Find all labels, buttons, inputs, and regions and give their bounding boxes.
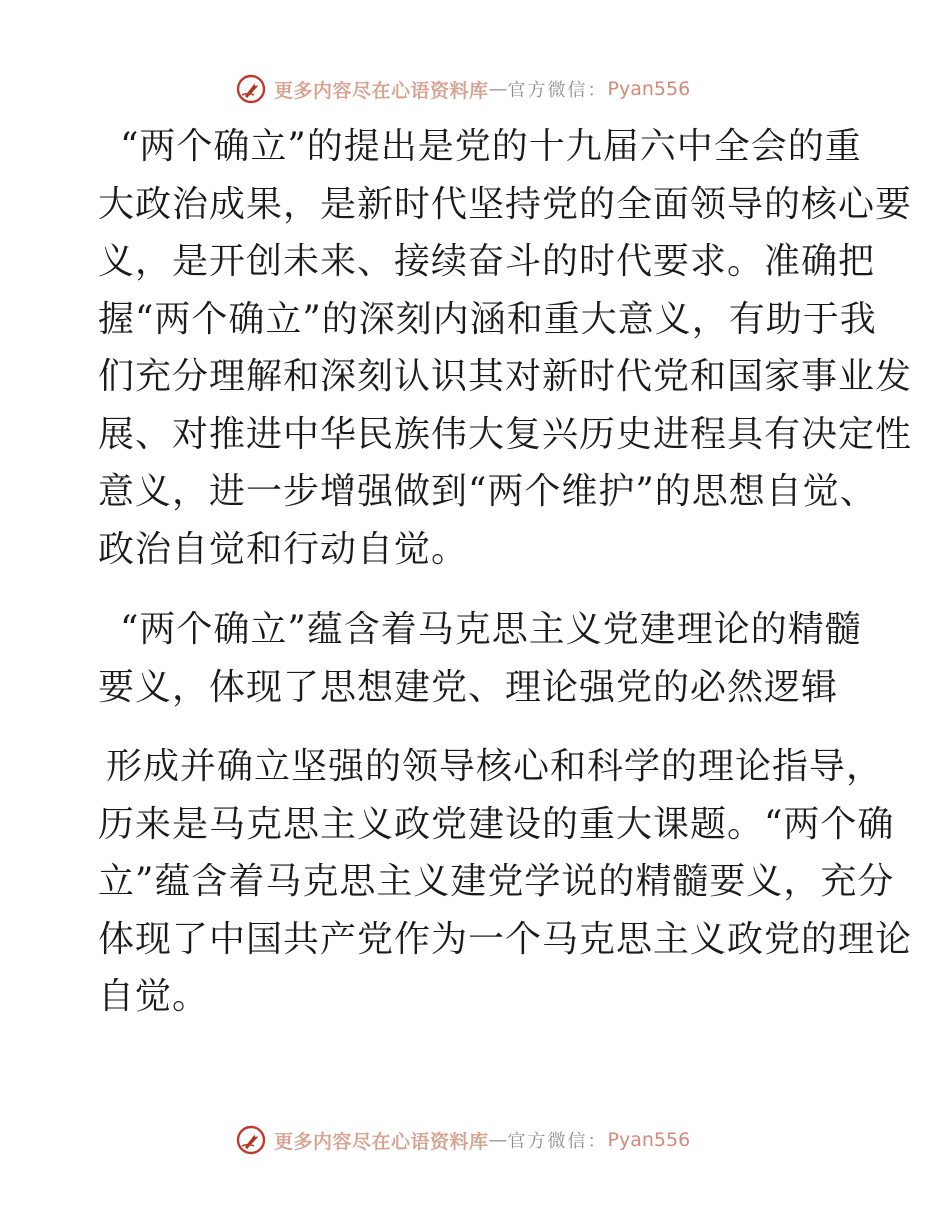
text-line: 自觉。 xyxy=(98,976,210,1017)
text-line: 政治自觉和行动自觉。 xyxy=(98,528,469,570)
text-line: 握“两个确立”的深刻内涵和重大意义，有助于我 xyxy=(98,298,877,340)
banner-dash: — xyxy=(488,78,508,100)
banner-title: 更多内容尽在心语资料库 xyxy=(274,79,489,102)
section-heading xyxy=(98,601,862,716)
heading-line: 要义，体现了思想建党、理论强党的必然逻辑 xyxy=(98,666,839,708)
text-line: 意义，进一步增强做到“两个维护”的思想自觉、 xyxy=(98,471,877,512)
pen-nib-logo-icon xyxy=(236,1125,266,1155)
text-line: 立”蕴含着马克思主义建党学说的精髓要义，充分 xyxy=(98,861,895,902)
paragraph-2 xyxy=(98,738,913,1026)
text-line: 体现了中国共产党作为一个马克思主义政党的理论 xyxy=(98,918,913,960)
text-line: 们充分理解和深刻认识其对新时代党和国家事业发 xyxy=(98,356,913,397)
pen-nib-logo-icon xyxy=(236,74,266,104)
banner-wechat-label: 官方微信： xyxy=(507,1131,608,1152)
footer-banner xyxy=(236,1124,690,1156)
text-line: “两个确立”的提出是党的十九届六中全会的重 xyxy=(120,126,862,167)
paragraph-1 xyxy=(98,118,913,578)
text-line: 义，是开创未来、接续奋斗的时代要求。准确把 xyxy=(98,241,876,282)
text-line: 大政治成果，是新时代坚持党的全面领导的核心要 xyxy=(98,183,913,225)
banner-wechat-id: Pyan556 xyxy=(607,78,691,100)
banner-wechat-id: Pyan556 xyxy=(607,1129,691,1151)
text-line: 历来是马克思主义政党建设的重大课题。“两个确 xyxy=(98,803,895,845)
header-banner xyxy=(236,73,690,105)
heading-line: “两个确立”蕴含着马克思主义党建理论的精髓 xyxy=(120,609,862,650)
banner-title: 更多内容尽在心语资料库 xyxy=(274,1130,489,1153)
banner-wechat-label: 官方微信： xyxy=(507,80,608,101)
text-line: 展、对推进中华民族伟大复兴历史进程具有决定性 xyxy=(98,413,913,455)
text-line: 形成并确立坚强的领导核心和科学的理论指导， xyxy=(106,746,884,787)
banner-dash: — xyxy=(488,1129,508,1151)
